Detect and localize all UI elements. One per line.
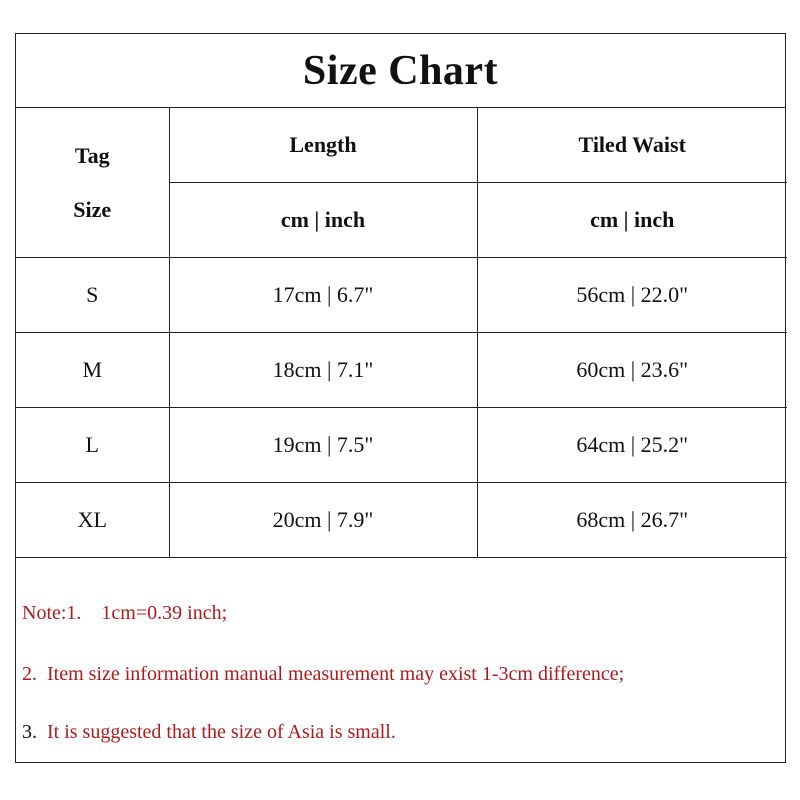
size-cell: L	[16, 408, 169, 483]
size-cell: XL	[16, 483, 169, 558]
table-row	[16, 408, 787, 483]
tag-label: Tag	[74, 142, 110, 168]
note-3	[22, 721, 396, 744]
waist-cell: 68cm | 26.7"	[477, 483, 787, 558]
length-units-header: cm | inch	[169, 183, 477, 258]
waist-units-header: cm | inch	[477, 183, 787, 258]
table-row	[16, 258, 787, 333]
size-chart-frame	[15, 33, 786, 763]
length-header: Length	[169, 108, 477, 183]
size-cell: M	[16, 333, 169, 408]
table-header-row	[16, 108, 787, 183]
page-title: Size Chart	[16, 34, 785, 108]
size-table	[16, 108, 787, 558]
waist-cell: 60cm | 23.6"	[477, 333, 787, 408]
tag-size-header	[16, 108, 169, 258]
note-3-text: It is suggested that the size of Asia is small.	[37, 721, 396, 743]
length-cell: 17cm | 6.7"	[169, 258, 477, 333]
waist-cell: 56cm | 22.0"	[477, 258, 787, 333]
length-cell: 18cm | 7.1"	[169, 333, 477, 408]
size-label: Size	[73, 196, 112, 222]
table-row	[16, 483, 787, 558]
table-row	[16, 333, 787, 408]
notes-section	[16, 557, 785, 762]
length-cell: 20cm | 7.9"	[169, 483, 477, 558]
note-1: Note:1. 1cm=0.39 inch;	[22, 602, 228, 624]
note-2: 2. Item size information manual measurement may exist 1-3cm difference;	[22, 663, 625, 685]
size-cell: S	[16, 258, 169, 333]
length-cell: 19cm | 7.5"	[169, 408, 477, 483]
waist-header: Tiled Waist	[477, 108, 787, 183]
waist-cell: 64cm | 25.2"	[477, 408, 787, 483]
note-3-number: 3.	[22, 721, 37, 743]
